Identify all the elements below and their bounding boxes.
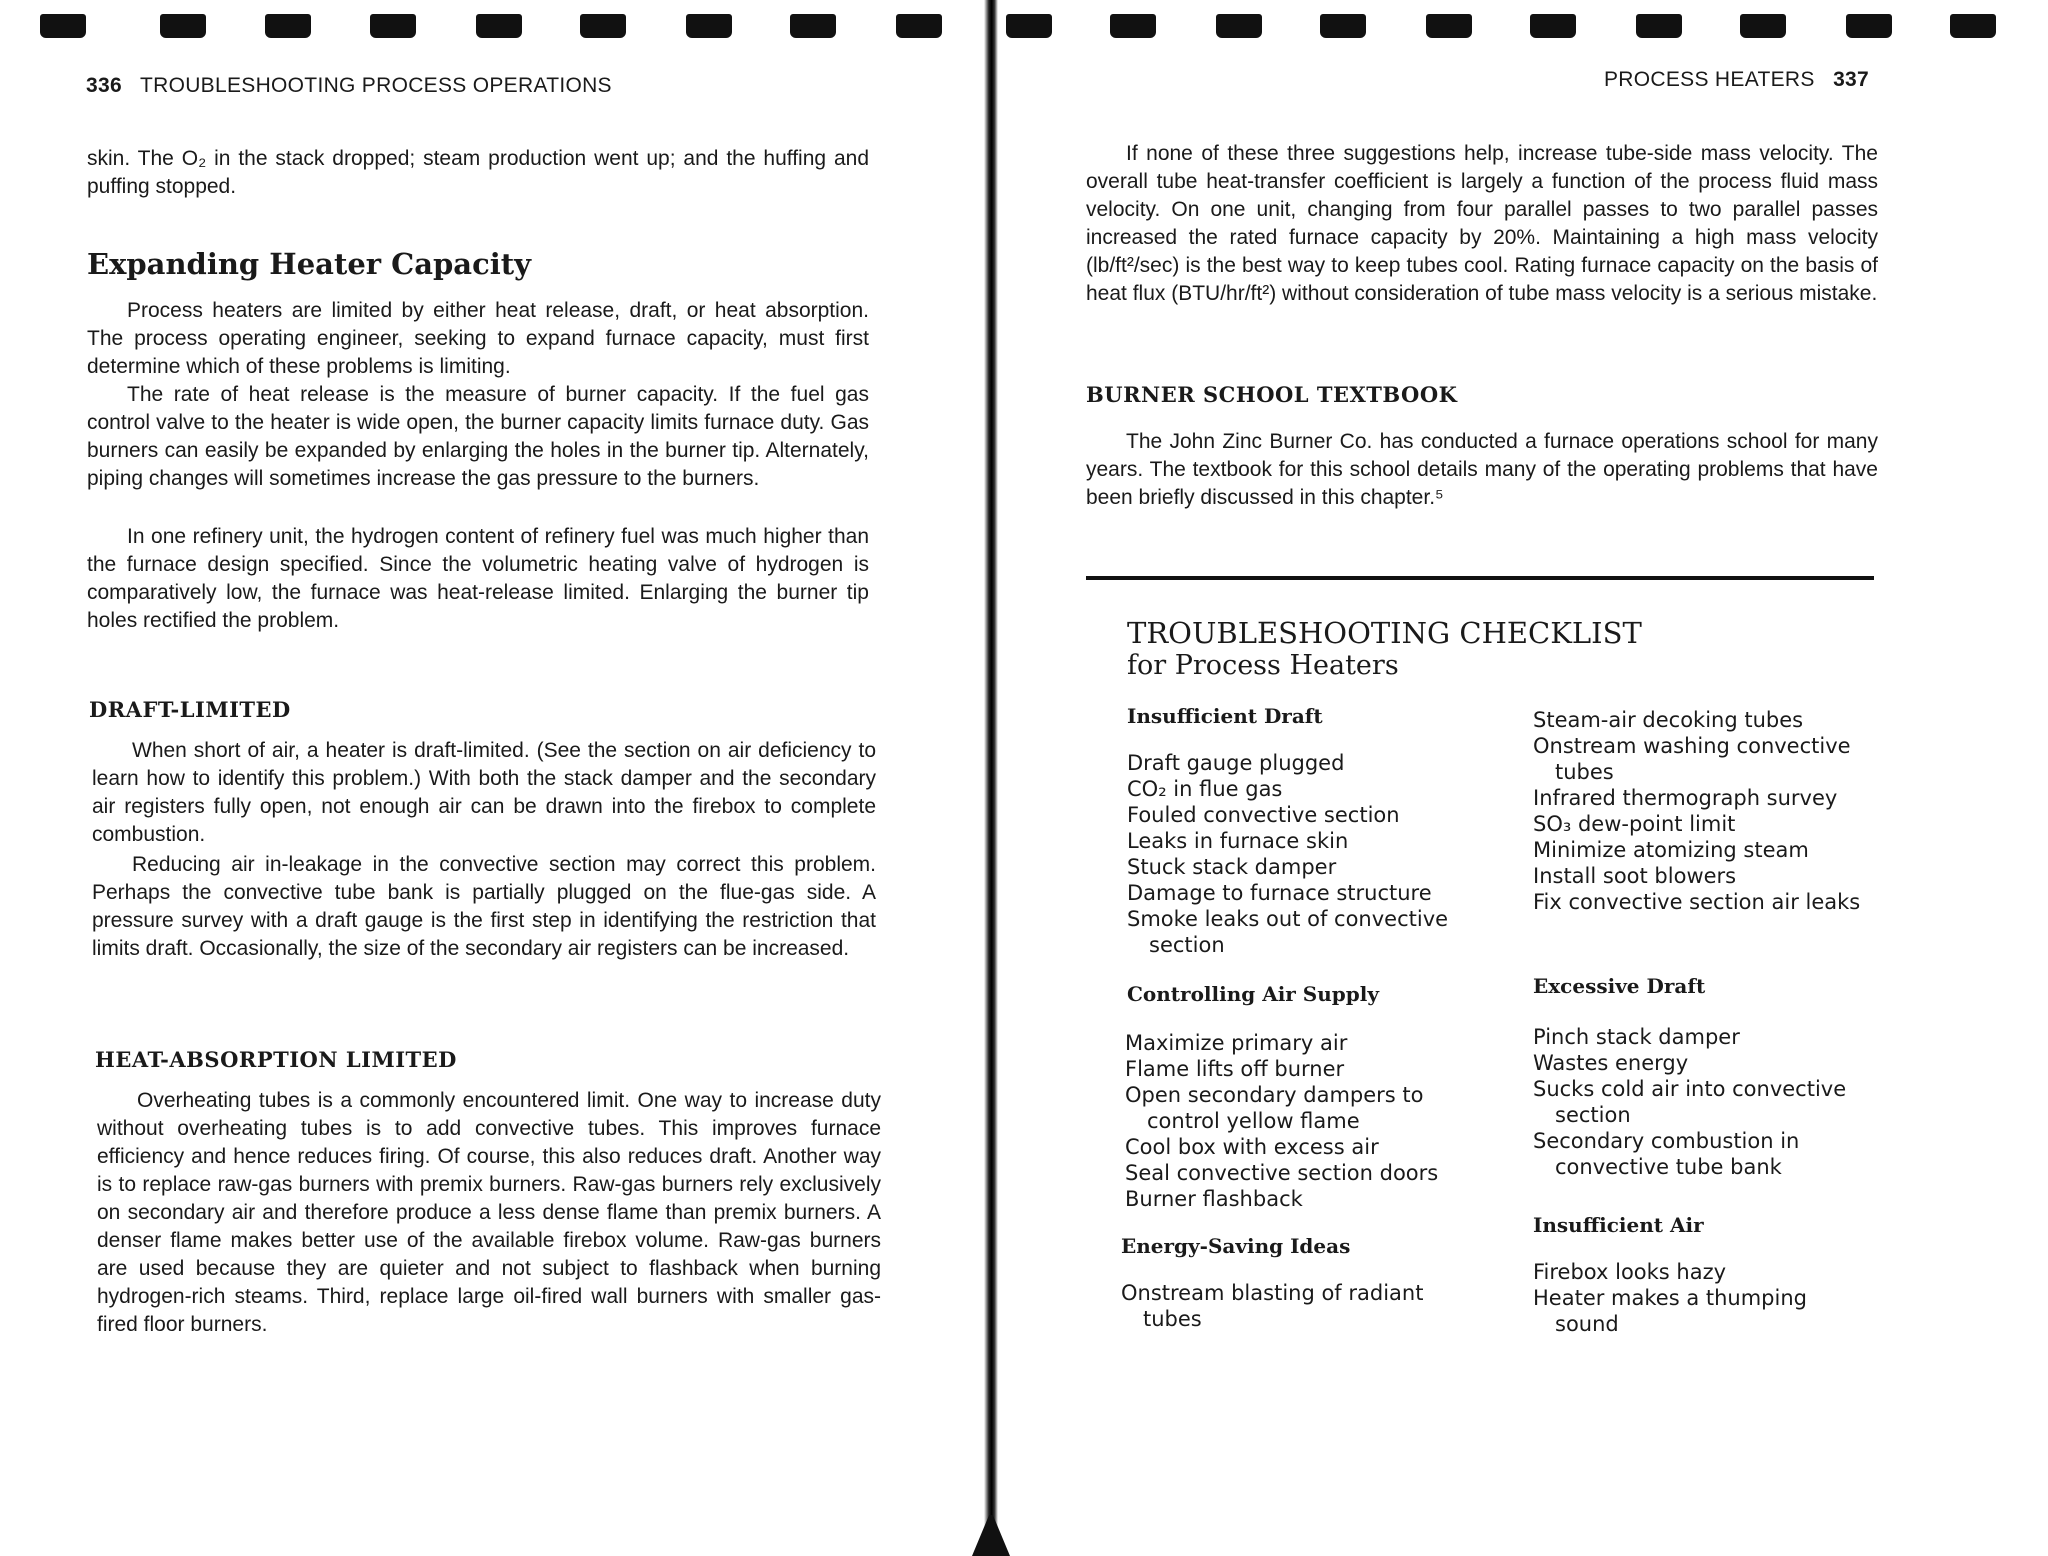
running-head-title: PROCESS HEATERS [1604,68,1815,91]
list-item: Minimize atomizing steam [1533,838,1809,862]
list-item: Pinch stack damper [1533,1025,1740,1049]
page-number: 337 [1833,68,1870,91]
list-item: Burner flashback [1125,1187,1303,1211]
list-item: CO₂ in flue gas [1127,777,1283,801]
checklist-heading-controlling-air: Controlling Air Supply [1127,982,1379,1006]
checklist-list-energy-saving [1121,1280,1481,1332]
body-paragraph: The rate of heat release is the measure of burner capacity. If the fuel gas control valve to the heater is wide open, the burner capacity limits furnace duty. Gas burners can easily be expanded by enlarging the holes in the burner tip. Alternately, piping changes will sometimes increase the gas pressure to the burners. [87,383,869,490]
body-paragraph: Reducing air in-leakage in the convective section may correct this problem. Perhaps the convective tube bank is partially plugged on the flue-gas side. A pressure survey with a draft gauge is the first step in identifying the restriction that limits draft. Occasionally, the size of the secondary air registers can be increased. [92,853,876,960]
list-item: Flame lifts off burner [1125,1057,1345,1081]
checklist-title: TROUBLESHOOTING CHECKLIST [1127,616,1642,650]
list-item: Install soot blowers [1533,864,1737,888]
page-number: 336 [86,74,122,97]
list-item: Onstream washing convective tubes [1533,734,1851,784]
checklist-rule [1086,576,1874,580]
checklist-heading-insufficient-draft: Insufficient Draft [1127,704,1323,728]
list-item: Stuck stack damper [1127,855,1337,879]
list-item: Open secondary dampers to control yellow flame [1125,1083,1424,1133]
list-item: Firebox looks hazy [1533,1260,1727,1284]
checklist-subtitle: for Process Heaters [1127,650,1399,681]
body-paragraph: The John Zinc Burner Co. has conducted a furnace operations school for many years. The textbook for this school details many of the operating problems that have been briefly discussed in this chapter.⁵ [1086,430,1878,509]
list-item: SO₃ dew-point limit [1533,812,1736,836]
checklist-list-controlling-air [1125,1030,1487,1212]
left-page [0,0,980,1556]
list-item: Maximize primary air [1125,1031,1348,1055]
list-item: Fouled convective section [1127,803,1400,827]
draft-limited-heading: DRAFT-LIMITED [89,697,291,722]
checklist-heading-insufficient-air: Insufficient Air [1533,1213,1704,1237]
running-head-title: TROUBLESHOOTING PROCESS OPERATIONS [139,74,612,97]
list-item: Cool box with excess air [1125,1135,1379,1159]
intro-paragraph: skin. The O₂ in the stack dropped; steam production went up; and the huffing and puffing stopped. [87,147,869,198]
list-item: Smoke leaks out of convective section [1127,907,1449,957]
checklist-list-insufficient-air [1533,1259,1873,1337]
book-spine [984,0,998,1556]
body-paragraph: In one refinery unit, the hydrogen content of refinery fuel was much higher than the furnace design specified. Since the volumetric heating valve of hydrogen is comparatively low, the furnace was heat-release limited. Enlarging the burner tip holes rectified the problem. [87,525,869,632]
checklist-list-excessive-draft [1533,1024,1873,1180]
checklist-list-energy-saving-continued [1533,707,1873,915]
list-item: Infrared thermograph survey [1533,786,1838,810]
body-paragraph: When short of air, a heater is draft-limited. (See the section on air deficiency to learn how to identify this problem.) With both the stack damper and the secondary air registers fully open, not enough air can be drawn into the firebox to complete combustion. [92,739,876,846]
list-item: Wastes energy [1533,1051,1689,1075]
list-item: Leaks in furnace skin [1127,829,1349,853]
list-item: Heater makes a thumping sound [1533,1286,1807,1336]
body-paragraph: Overheating tubes is a commonly encountered limit. One way to increase duty without overheating tubes is to add convective tubes. This improves furnace efficiency and hence reduces firing. Of course, this also reduces draft. Another way is to replace raw-gas burners with premix burners. Raw-gas burners rely exclusively on secondary air and therefore produce a less dense flame than premix burners. A denser flame makes better use of the available firebox volume. Raw-gas burners are used because they are quieter and not subject to flashback when burning hydrogen-rich steams. Third, replace large oil-fired wall burners with smaller gas-fired floor burners. [97,1089,881,1336]
list-item: Sucks cold air into convective section [1533,1077,1847,1127]
list-item: Secondary combustion in convective tube bank [1533,1129,1800,1179]
list-item: Steam-air decoking tubes [1533,708,1804,732]
list-item: Damage to furnace structure [1127,881,1432,905]
list-item: Draft gauge plugged [1127,751,1345,775]
burner-school-heading: BURNER SCHOOL TEXTBOOK [1086,382,1458,407]
checklist-heading-excessive-draft: Excessive Draft [1533,974,1706,998]
checklist-heading-energy-saving: Energy-Saving Ideas [1121,1234,1351,1258]
list-item: Fix convective section air leaks [1533,890,1861,914]
heat-absorption-heading: HEAT-ABSORPTION LIMITED [95,1047,457,1072]
body-paragraph: If none of these three suggestions help, increase tube-side mass velocity. The overall tube heat-transfer coefficient is largely a function of the process fluid mass velocity. On one unit, changing from four parallel passes to two parallel passes increased the rated furnace capacity by 20%. Maintaining a high mass velocity (lb/ft²/sec) is the best way to keep tubes cool. Rating furnace capacity on the basis of heat flux (BTU/hr/ft²) without consideration of tube mass velocity is a serious mistake. [1086,142,1878,305]
left-running-head [86,74,612,98]
section-title: Expanding Heater Capacity [87,247,532,281]
list-item: Onstream blasting of radiant tubes [1121,1281,1424,1331]
body-paragraph: Process heaters are limited by either heat release, draft, or heat absorption. The process operating engineer, seeking to expand furnace capacity, must first determine which of these problems is limiting. [87,299,869,378]
right-running-head [1604,68,1869,92]
checklist-list-insufficient-draft [1127,750,1487,958]
list-item: Seal convective section doors [1125,1161,1439,1185]
